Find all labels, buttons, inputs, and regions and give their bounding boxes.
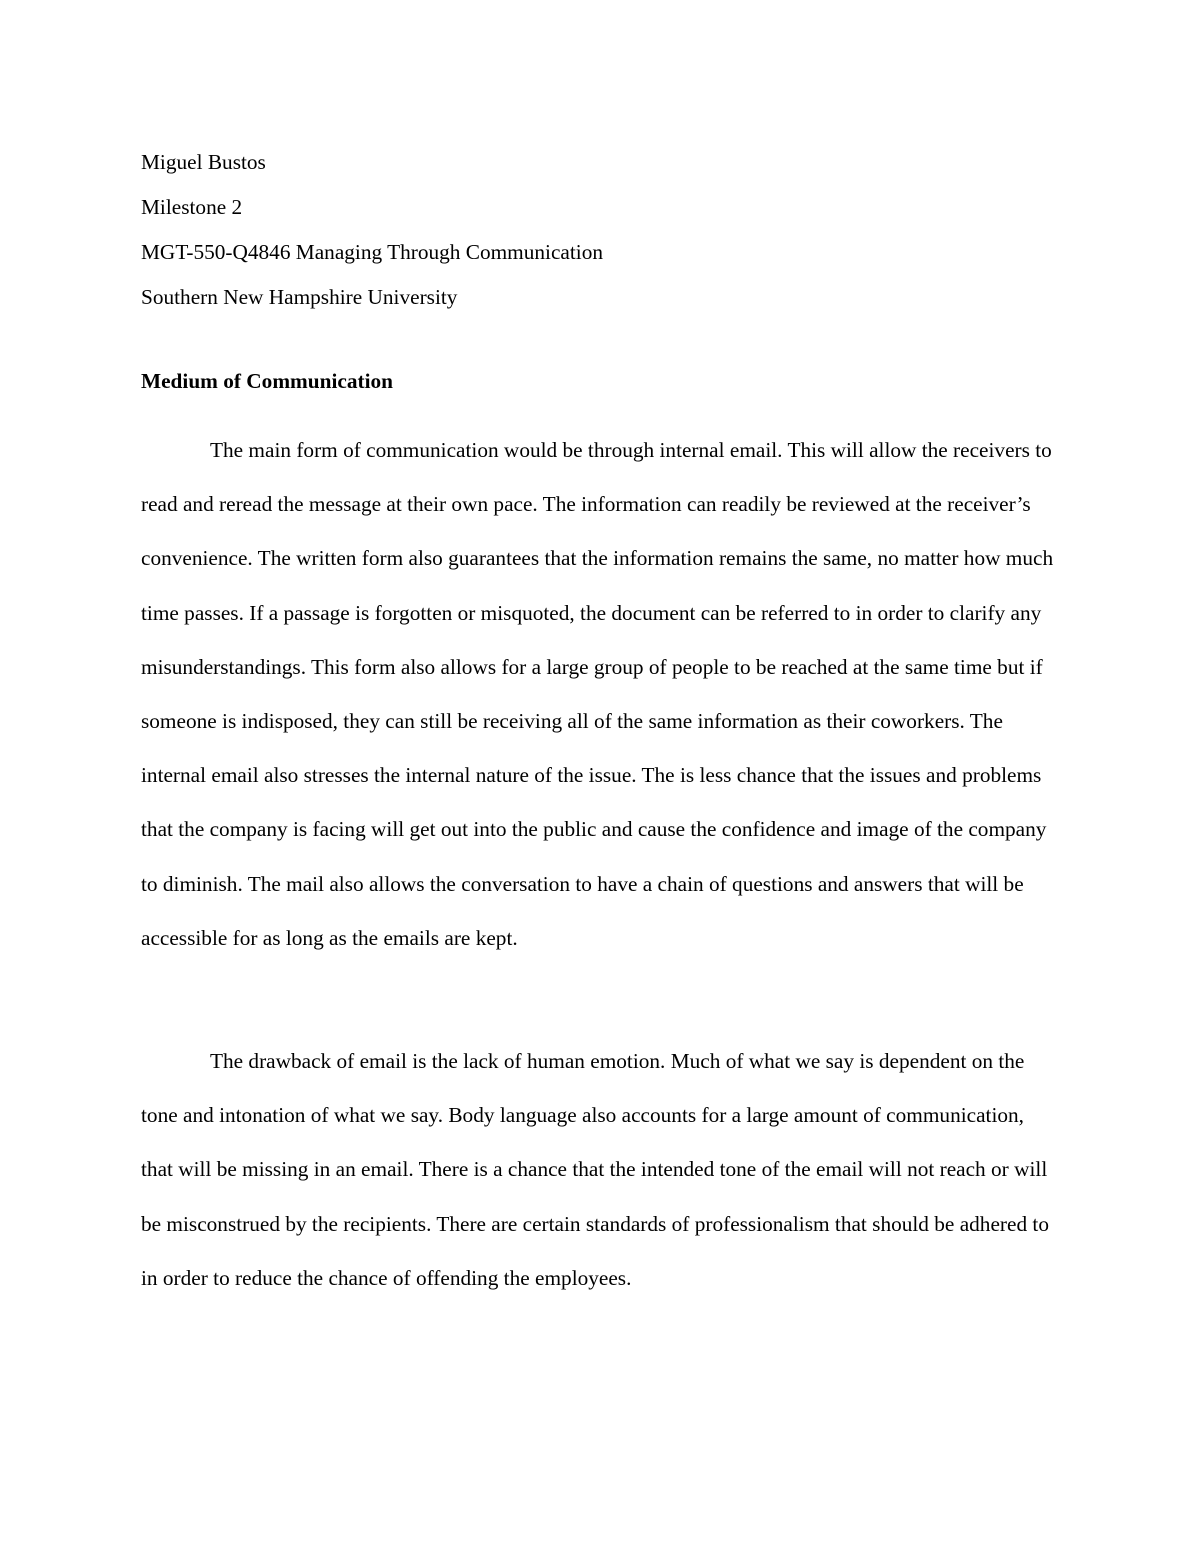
author-name: Miguel Bustos xyxy=(141,150,266,174)
course-name: MGT-550-Q4846 Managing Through Communication xyxy=(141,240,603,264)
section-heading: Medium of Communication xyxy=(141,369,394,393)
document-header xyxy=(141,140,1091,320)
body-paragraph: The drawback of email is the lack of human emotion. Much of what we say is dependent on the tone and intonation of what we say. Body language also accounts for a large amount of communication, that will be missing in an email. There is a chance that the intended tone of the email will not reach or will be misconstrued by the recipients. There are certain standards of professionalism that should be adhered to in order to reduce the chance of offending the employees. xyxy=(141,1049,1049,1290)
body-paragraph: The main form of communication would be through internal email. This will allow the receivers to read and reread the message at their own pace. The information can readily be reviewed at the receiver’s convenience. The written form also guarantees that the information remains the same, no matter how much time passes. If a passage is forgotten or misquoted, the document can be referred to in order to clarify any misunderstandings. This form also allows for a large group of people to be reached at the same time but if someone is indisposed, they can still be receiving all of the same information as their coworkers. The internal email also stresses the internal nature of the issue. The is less chance that the issues and problems that the company is facing will get out into the public and cause the confidence and image of the company to diminish. The mail also allows the conversation to have a chain of questions and answers that will be accessible for as long as the emails are kept. xyxy=(141,438,1054,950)
institution-name: Southern New Hampshire University xyxy=(141,285,458,309)
assignment-title: Milestone 2 xyxy=(141,195,243,219)
